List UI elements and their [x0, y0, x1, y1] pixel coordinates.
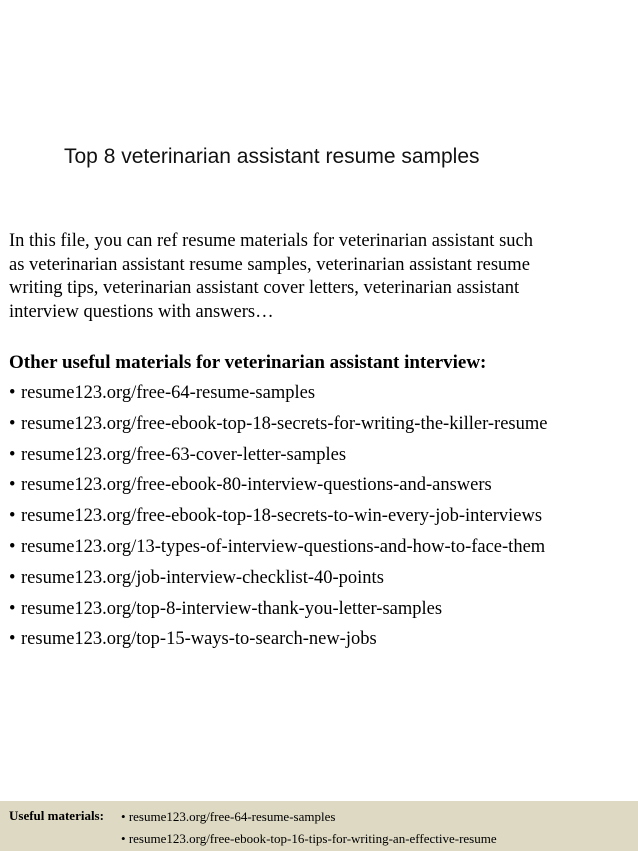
footer-link-list [121, 808, 497, 851]
bullet-icon: • [9, 629, 16, 650]
link-text: resume123.org/top-8-interview-thank-you-letter-samples [21, 598, 443, 619]
link-text: resume123.org/free-ebook-top-18-secrets-for-writing-the-killer-resume [21, 413, 548, 434]
list-item [9, 440, 547, 471]
bullet-icon: • [9, 567, 16, 588]
footer-link-text: resume123.org/free-64-resume-samples [128, 809, 336, 824]
footer-label [9, 808, 104, 824]
link-text: resume123.org/free-63-cover-letter-samples [21, 444, 347, 465]
bullet-icon: • [9, 413, 16, 434]
footer-label-text: Useful materials [9, 808, 100, 823]
link-text: resume123.org/13-types-of-interview-questions-and-how-to-face-them [21, 536, 546, 557]
footer-list-item [121, 808, 497, 825]
materials-link-list [9, 378, 547, 655]
link-text: resume123.org/job-interview-checklist-40-points [21, 567, 384, 588]
intro-paragraph [9, 230, 631, 324]
list-item [9, 594, 547, 625]
bullet-icon: • [9, 598, 16, 619]
bullet-icon: • [9, 506, 16, 527]
intro-line: interview questions with answers… [9, 301, 274, 322]
materials-heading: Other useful materials for veterinarian assistant interview: [9, 352, 487, 373]
list-item [9, 563, 547, 594]
list-item [9, 409, 547, 440]
bullet-icon: • [9, 383, 16, 403]
bullet-icon: • [9, 536, 16, 557]
footer-label-separator: : [99, 808, 104, 823]
bullet-icon: • [9, 444, 16, 465]
footer-list-item [121, 827, 497, 851]
link-text: resume123.org/top-15-ways-to-search-new-jobs [21, 629, 377, 650]
list-item [9, 378, 547, 409]
intro-line: writing tips, veterinarian assistant cover letters, veterinarian assistant [9, 278, 520, 298]
page-title: Top 8 veterinarian assistant resume samples [64, 145, 480, 168]
intro-line: as veterinarian assistant resume samples, veterinarian assistant resume [9, 254, 530, 275]
footer-bar [0, 801, 638, 851]
footer-link-text: resume123.org/free-ebook-top-16-tips-for-writing-an-effective-resume [128, 831, 497, 846]
bullet-icon: • [121, 809, 126, 824]
bullet-icon: • [9, 475, 16, 496]
link-text: resume123.org/free-64-resume-samples [21, 383, 316, 403]
bullet-icon: • [121, 831, 126, 846]
list-item [9, 501, 547, 532]
list-item [9, 532, 547, 563]
link-text: resume123.org/free-ebook-80-interview-questions-and-answers [21, 475, 492, 496]
intro-line: In this file, you can ref resume materials for veterinarian assistant such [9, 231, 533, 251]
list-item [9, 470, 547, 501]
link-text: resume123.org/free-ebook-top-18-secrets-to-win-every-job-interviews [21, 506, 543, 527]
list-item [9, 624, 547, 655]
